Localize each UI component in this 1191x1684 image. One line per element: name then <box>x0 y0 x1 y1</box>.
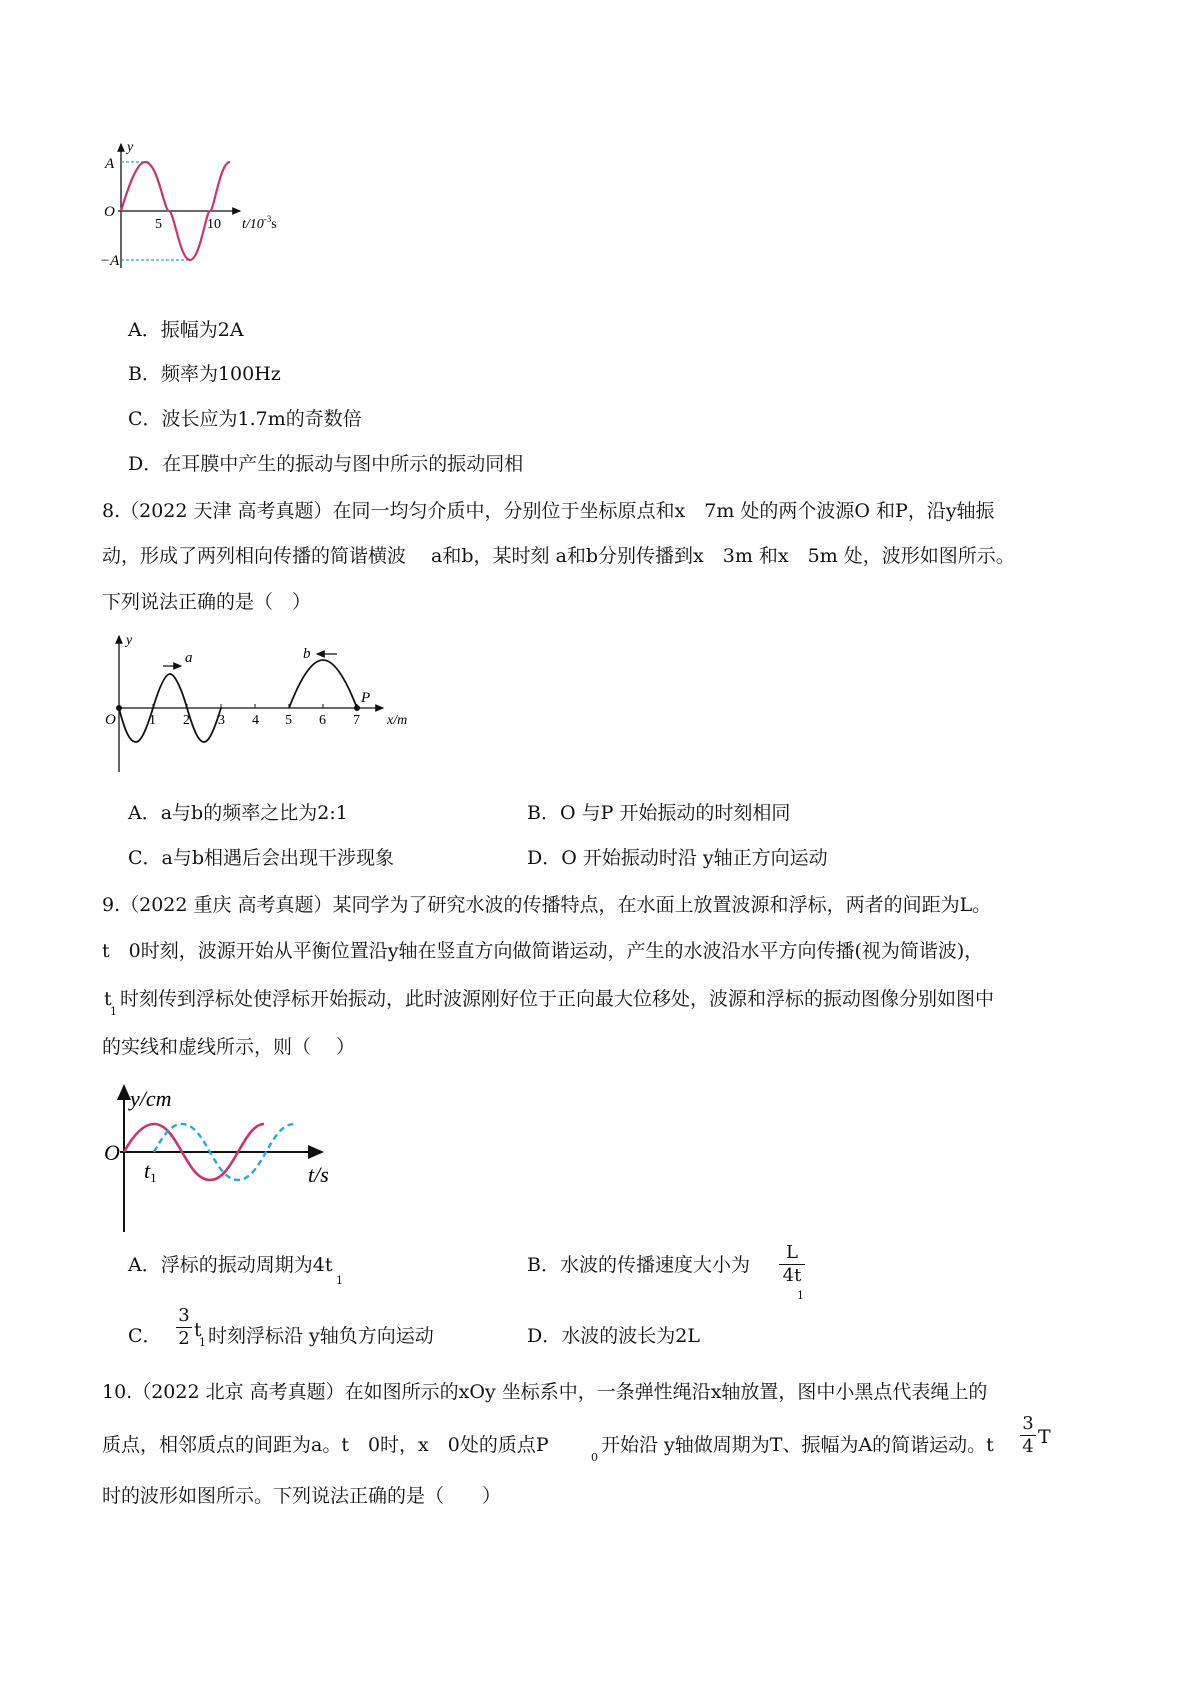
q8-O-label: O <box>105 712 116 728</box>
q10-T: T <box>1038 1426 1051 1448</box>
q9-option-b <box>527 1253 750 1277</box>
option-letter: A． <box>128 1254 161 1276</box>
option-letter: C． <box>128 847 162 869</box>
option-text: O 与P 开始振动的时刻相同 <box>559 802 791 824</box>
q8-source-O-dot <box>116 705 122 711</box>
q9-option-c-sub: 1 <box>199 1336 206 1349</box>
q9-line-2: t 0时刻，波源开始从平衡位置沿y轴在竖直方向做简谐运动，产生的水波沿水平方向传播(视为简谐波)， <box>102 940 984 962</box>
option-letter: D． <box>128 453 163 475</box>
q9-y-label: y/cm <box>130 1086 172 1111</box>
q8-source-P-dot <box>354 705 360 711</box>
q9-t1-label: t1 <box>144 1158 157 1185</box>
q8-option-a <box>128 801 348 825</box>
option-letter: D． <box>527 1325 562 1347</box>
option-text: 水波的波长为2L <box>561 1325 700 1347</box>
q9-line-3-var: t <box>104 988 112 1010</box>
q8-tick-3: 3 <box>218 713 225 728</box>
q7-tick-5: 5 <box>155 217 162 232</box>
option-text: 振幅为2A <box>160 319 244 341</box>
q8-wave-b <box>289 660 357 708</box>
q7-option-b <box>128 362 281 386</box>
q8-tick-7: 7 <box>353 713 360 728</box>
option-letter: B． <box>128 363 161 385</box>
q7-option-a <box>128 318 244 342</box>
q10-line-2a: 质点，相邻质点的间距为a。t 0时，x 0处的质点P <box>102 1434 549 1456</box>
option-letter: B． <box>527 1254 560 1276</box>
q7-option-d <box>128 452 523 476</box>
option-text: 浮标的振动周期为4t <box>160 1254 333 1276</box>
q10-line-3: 时的波形如图所示。下列说法正确的是（ ） <box>102 1485 502 1507</box>
q8-option-b <box>527 801 790 825</box>
fraction-numerator: 3 <box>1022 1413 1034 1434</box>
option-text: 频率为100Hz <box>160 363 281 385</box>
q8-tick-6: 6 <box>319 713 326 728</box>
q10-line-2-sub: 0 <box>591 1451 598 1464</box>
q8-line-3: 下列说法正确的是（ ） <box>102 591 312 613</box>
q8-y-label: y <box>126 633 133 648</box>
q9-option-c-fraction <box>176 1305 192 1350</box>
fraction-numerator: L <box>786 1242 798 1263</box>
q7-y-label: y <box>127 140 134 155</box>
option-text: a与b的频率之比为2:1 <box>160 802 348 824</box>
q9-option-c-text: 时刻浮标沿 y轴负方向运动 <box>208 1325 434 1347</box>
option-text: 波长应为1.7m的奇数倍 <box>161 408 362 430</box>
q9-option-d <box>527 1324 700 1348</box>
option-letter: C． <box>128 408 162 430</box>
fraction-numerator: 3 <box>178 1305 190 1326</box>
q8-wave-figure <box>105 632 445 782</box>
q9-line-4: 的实线和虚线所示，则（ ） <box>102 1036 356 1058</box>
q7-option-c <box>128 407 362 431</box>
q7-negA-label: −A <box>100 253 120 269</box>
option-letter: A． <box>128 319 161 341</box>
q8-x-label: x/m <box>387 713 408 728</box>
q10-line-2b: 开始沿 y轴做周期为T、振幅为A的简谐运动。t <box>601 1434 994 1456</box>
q8-option-c <box>128 846 394 870</box>
q9-vibration-figure <box>104 1078 384 1238</box>
option-letter: A． <box>128 802 161 824</box>
q9-option-b-sub: 1 <box>797 1289 804 1302</box>
q8-line-2: 动，形成了两列相向传播的简谐横波 a和b，某时刻 a和b分别传播到x 3m 和x 5m 处，波形如图所示。 <box>102 545 1015 567</box>
q7-t-label: $t/10^{-3}s$ <box>242 214 277 232</box>
option-text: 水波的传播速度大小为 <box>559 1254 750 1276</box>
q7-vibration-figure <box>100 140 300 290</box>
option-letter: D． <box>527 847 562 869</box>
q9-option-c-letter: C． <box>128 1325 162 1347</box>
fraction-denominator: 2 <box>178 1328 190 1349</box>
q8-b-label: b <box>303 646 311 662</box>
q9-O-label: O <box>104 1140 120 1165</box>
q9-line-1: 9.（2022 重庆 高考真题）某同学为了研究水波的传播特点，在水面上放置波源和浮标，两者的间距为L。 <box>102 894 992 916</box>
q9-line-3: 时刻传到浮标处使浮标开始振动，此时波源刚好位于正向最大位移处，波源和浮标的振动图像分别如图中 <box>120 988 995 1010</box>
q9-option-b-fraction <box>778 1242 806 1287</box>
option-text: 在耳膜中产生的振动与图中所示的振动同相 <box>162 453 524 475</box>
q8-P-label: P <box>361 690 371 706</box>
q9-t-label: t/s <box>308 1162 329 1187</box>
q7-O-label: O <box>104 204 115 220</box>
fraction-denominator: 4t <box>782 1265 802 1286</box>
option-text: O 开始振动时沿 y轴正方向运动 <box>561 847 828 869</box>
q8-tick-5: 5 <box>285 713 292 728</box>
q9-option-a <box>128 1253 332 1277</box>
q8-line-1: 8.（2022 天津 高考真题）在同一均匀介质中，分别位于坐标原点和x 7m 处的两个波源O 和P，沿y轴振 <box>102 500 995 522</box>
q8-tick-2: 2 <box>183 713 190 728</box>
option-text: a与b相遇后会出现干涉现象 <box>161 847 395 869</box>
q8-a-label: a <box>185 650 193 666</box>
q7-tick-10: 10 <box>207 217 221 232</box>
q8-tick-4: 4 <box>252 713 259 728</box>
q8-option-d <box>527 846 828 870</box>
q10-fraction <box>1020 1413 1036 1458</box>
q9-option-c-var: t <box>194 1319 202 1341</box>
q8-tick-1: 1 <box>149 713 156 728</box>
option-letter: B． <box>527 802 560 824</box>
q7-A-label: A <box>105 156 115 172</box>
q9-option-a-sub: 1 <box>336 1274 343 1287</box>
q10-line-1: 10.（2022 北京 高考真题）在如图所示的xOy 坐标系中，一条弹性绳沿x轴放置，图中小黑点代表绳上的 <box>102 1381 988 1403</box>
q9-line-3-sub: 1 <box>110 1005 117 1018</box>
fraction-denominator: 4 <box>1022 1436 1034 1457</box>
